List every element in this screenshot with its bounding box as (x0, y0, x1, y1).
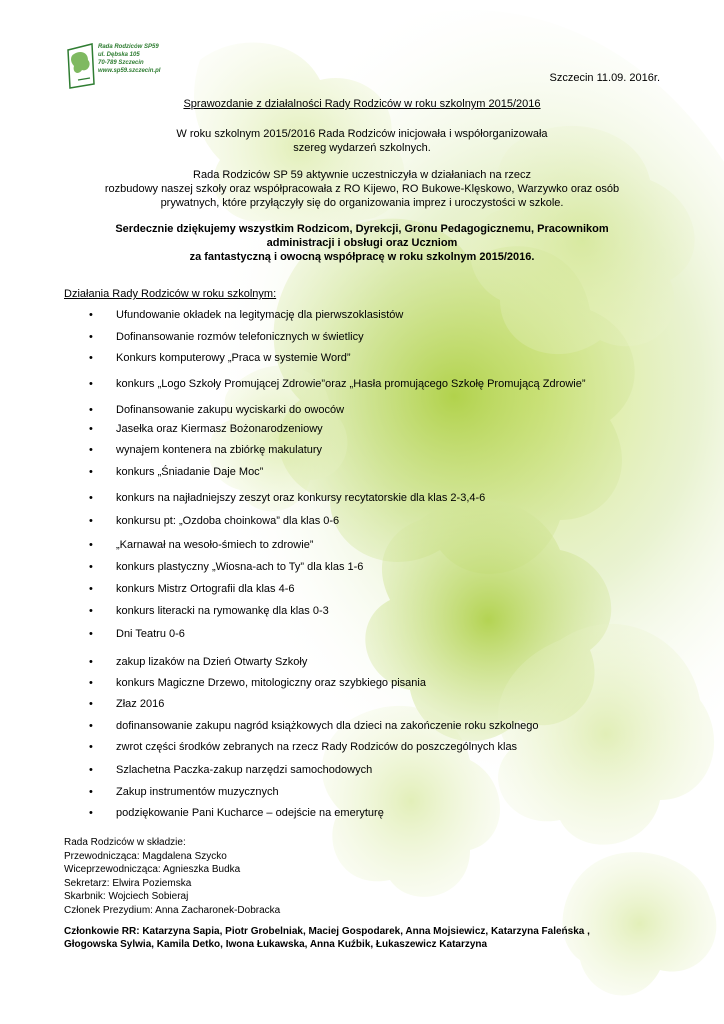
bullet-icon: • (89, 807, 93, 819)
cooperation-line: prywatnych, które przyłączyły się do organizowania imprez i uroczystości w szkole. (160, 197, 564, 209)
council-line: Sekretarz: Elwira Poziemska (64, 877, 192, 889)
bullet-icon: • (89, 628, 93, 640)
thanks-line: administracji i obsługi oraz Uczniom (266, 237, 458, 249)
activity-text: Dofinansowanie zakupu wyciskarki do owoców (116, 404, 345, 416)
bullet-icon: • (89, 698, 93, 710)
intro-line: W roku szkolnym 2015/2016 Rada Rodziców inicjowała i współorganizowała (176, 128, 548, 140)
activity-text: Konkurs komputerowy „Praca w systemie Word” (116, 352, 351, 364)
activity-text: podziękowanie Pani Kucharce – odejście na emeryturę (116, 807, 384, 819)
activity-text: „Karnawał na wesoło-śmiech to zdrowie” (116, 539, 314, 551)
activity-text: konkurs Magiczne Drzewo, mitologiczny oraz szybkiego pisania (116, 677, 426, 689)
intro-line: szereg wydarzeń szkolnych. (293, 142, 431, 154)
bullet-icon: • (89, 309, 93, 321)
bullet-icon: • (89, 583, 93, 595)
council-line: Wiceprzewodnicząca: Agnieszka Budka (64, 864, 241, 875)
activity-text: Szlachetna Paczka-zakup narzędzi samochodowych (116, 764, 373, 776)
bullet-icon: • (89, 515, 93, 527)
bullet-icon: • (89, 561, 93, 573)
activity-text: Ufundowanie okładek na legitymację dla pierwszoklasistów (116, 309, 404, 321)
bullet-icon: • (89, 466, 93, 478)
council-line: Członek Prezydium: Anna Zacharonek-Dobracka (64, 904, 281, 916)
bullet-icon: • (89, 492, 93, 504)
activity-text: konkursu pt: „Ozdoba choinkowa” dla klas 0-6 (116, 515, 340, 527)
activity-text: wynajem kontenera na zbiórkę makulatury (116, 444, 323, 456)
activity-text: Złaz 2016 (116, 698, 165, 710)
bullet-icon: • (89, 539, 93, 551)
thanks-line: Serdecznie dziękujemy wszystkim Rodzicom, Dyrekcji, Gronu Pedagogicznemu, Pracownikom (115, 223, 609, 235)
activity-text: dofinansowanie zakupu nagród książkowych dla dzieci na zakończenie roku szkolnego (116, 720, 539, 732)
logo-line: Rada Rodziców SP59 (98, 44, 159, 50)
council-line: Przewodnicząca: Magdalena Szycko (64, 850, 227, 862)
activity-text: Zakup instrumentów muzycznych (116, 786, 279, 798)
bullet-icon: • (89, 605, 93, 617)
cooperation-line: rozbudowy naszej szkoły oraz współpracowała z RO Kijewo, RO Bukowe-Klęskowo, Warzywko oraz osób (104, 183, 620, 195)
members-line: Członkowie RR: Katarzyna Sapia, Piotr Grobelniak, Maciej Gospodarek, Anna Mojsiewicz, Katarzyna Faleńska , (64, 926, 590, 937)
activity-text: konkurs literacki na rymowankę dla klas 0-3 (116, 605, 329, 617)
thanks-line: za fantastyczną i owocną współpracę w roku szkolnym 2015/2016. (189, 251, 535, 263)
activity-text: konkurs plastyczny „Wiosna-ach to Ty” dla klas 1-6 (116, 561, 364, 573)
activity-text: konkurs „Logo Szkoły Promującej Zdrowie”oraz „Hasła promującego Szkołę Promującą Zdrowie” (116, 378, 586, 390)
bullet-icon: • (89, 423, 93, 435)
cooperation-line: Rada Rodziców SP 59 aktywnie uczestniczyła w działaniach na rzecz (193, 169, 531, 181)
activity-text: konkurs na najładniejszy zeszyt oraz konkursy recytatorskie dla klas 2-3,4-6 (116, 492, 486, 504)
members-line: Głogowska Sylwia, Kamila Detko, Iwona Łukawska, Anna Kuźbik, Łukaszewicz Katarzyna (64, 939, 488, 950)
bullet-icon: • (89, 331, 93, 343)
bullet-icon: • (89, 656, 93, 668)
activity-text: Dofinansowanie rozmów telefonicznych w świetlicy (116, 331, 364, 343)
activity-text: Jasełka oraz Kiermasz Bożonarodzeniowy (116, 423, 323, 435)
intro-paragraph (64, 127, 660, 155)
document-title: Sprawozdanie z działalności Rady Rodziców w roku szkolnym 2015/2016 (183, 98, 541, 110)
activity-text: zwrot części środków zebranych na rzecz Rady Rodziców do poszczególnych klas (116, 741, 518, 753)
bullet-icon: • (89, 720, 93, 732)
activity-text: konkurs „Śniadanie Daje Moc” (116, 466, 264, 478)
bullet-icon: • (89, 764, 93, 776)
bullet-icon: • (89, 378, 93, 390)
bullet-icon: • (89, 404, 93, 416)
activity-text: zakup lizaków na Dzień Otwarty Szkoły (116, 656, 308, 668)
activities-heading: Działania Rady Rodziców w roku szkolnym: (64, 288, 277, 300)
logo-text (98, 43, 160, 75)
logo-line: ul. Dębska 105 (98, 52, 140, 58)
council-members (64, 925, 664, 951)
bullet-icon: • (89, 352, 93, 364)
activity-text: Dni Teatru 0-6 (116, 628, 185, 640)
bullet-icon: • (89, 444, 93, 456)
council-heading: Rada Rodziców w składzie: (64, 837, 186, 848)
bullet-icon: • (89, 677, 93, 689)
document-date: Szczecin 11.09. 2016r. (549, 72, 660, 84)
logo-line: www.sp59.szczecin.pl (98, 68, 161, 74)
bullet-icon: • (89, 786, 93, 798)
thanks-paragraph (64, 222, 660, 264)
logo-line: 70-789 Szczecin (98, 60, 144, 66)
bullet-icon: • (89, 741, 93, 753)
cooperation-paragraph (64, 168, 660, 210)
activity-text: konkurs Mistrz Ortografii dla klas 4-6 (116, 583, 295, 595)
council-composition (64, 836, 280, 917)
council-line: Skarbnik: Wojciech Sobieraj (64, 891, 189, 902)
